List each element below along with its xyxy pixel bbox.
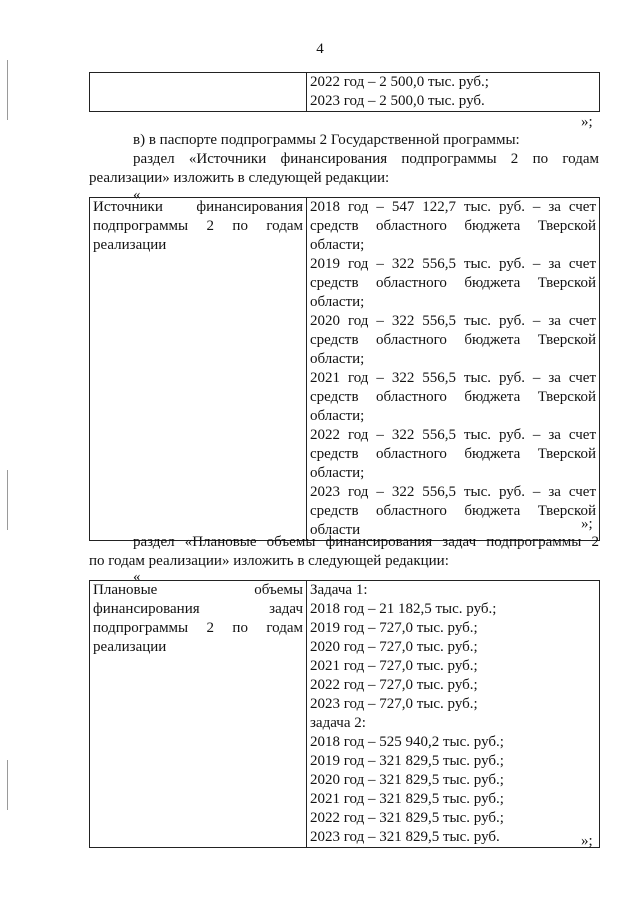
plan-line: 2020 год – 727,0 тыс. руб.; [310,639,478,655]
plan-label-line: подпрограммы 2 по годам [93,620,303,636]
sources-intro-line: раздел «Источники финансирования подпрограммы 2 по годам [133,151,599,167]
closing-quote: »; [581,516,593,532]
top-table-left-cell [90,73,307,112]
plan-value-cell [307,581,600,848]
plan-intro-line: раздел «Плановые объемы финансирования задач подпрограммы 2 [133,534,599,550]
plan-intro-line: по годам реализации» изложить в следующей редакции: [89,553,449,569]
plan-table [89,580,600,848]
sources-line: 2023 год – 322 556,5 тыс. руб. – за счет [310,484,596,500]
plan-label-line: реализации [93,639,167,655]
sources-label-line: Источники финансирования [93,199,303,215]
sources-label-line: подпрограммы 2 по годам [93,218,303,234]
plan-line: 2023 год – 727,0 тыс. руб.; [310,696,478,712]
table-row [90,198,600,541]
plan-line: 2019 год – 321 829,5 тыс. руб.; [310,753,504,769]
plan-line: 2019 год – 727,0 тыс. руб.; [310,620,478,636]
top-table-line: 2022 год – 2 500,0 тыс. руб.; [310,74,489,90]
sources-line: области; [310,351,365,367]
plan-line: 2021 год – 727,0 тыс. руб.; [310,658,478,674]
plan-label-cell [90,581,307,848]
plan-line: 2022 год – 321 829,5 тыс. руб.; [310,810,504,826]
scan-mark [7,60,8,120]
plan-line: 2020 год – 321 829,5 тыс. руб.; [310,772,504,788]
plan-line: 2018 год – 525 940,2 тыс. руб.; [310,734,504,750]
section-v-heading: в) в паспорте подпрограммы 2 Государственной программы: [133,132,520,148]
sources-line: средств областного бюджета Тверской [310,446,596,462]
sources-intro-line: реализации» изложить в следующей редакции: [89,170,390,186]
sources-line: 2018 год – 547 122,7 тыс. руб. – за счет [310,199,596,215]
top-table-line: 2023 год – 2 500,0 тыс. руб. [310,93,485,109]
table-row [90,73,600,112]
plan-line: 2018 год – 21 182,5 тыс. руб.; [310,601,497,617]
scan-mark [7,760,8,810]
opening-quote: « [133,569,141,585]
page-number: 4 [316,41,324,57]
sources-label-line: реализации [93,237,167,253]
sources-line: средств областного бюджета Тверской [310,503,596,519]
sources-line: средств областного бюджета Тверской [310,389,596,405]
top-table-right-cell [307,73,600,112]
sources-table [89,197,600,541]
sources-line: 2021 год – 322 556,5 тыс. руб. – за счет [310,370,596,386]
plan-line: Задача 1: [310,582,368,598]
plan-line: 2022 год – 727,0 тыс. руб.; [310,677,478,693]
top-table [89,72,600,112]
sources-line: области; [310,408,365,424]
closing-quote: »; [581,114,593,130]
plan-label-line: Плановые объемы [93,582,303,598]
opening-quote: « [133,187,141,203]
scan-mark [7,470,8,530]
plan-label-line: финансирования задач [93,601,303,617]
closing-quote: »; [581,833,593,849]
sources-line: средств областного бюджета Тверской [310,275,596,291]
sources-line: средств областного бюджета Тверской [310,218,596,234]
table-row [90,581,600,848]
plan-line: 2023 год – 321 829,5 тыс. руб. [310,829,500,845]
sources-line: области; [310,237,365,253]
sources-line: области; [310,294,365,310]
sources-label-cell [90,198,307,541]
sources-value-cell [307,198,600,541]
sources-line: 2019 год – 322 556,5 тыс. руб. – за счет [310,256,596,272]
sources-line: 2022 год – 322 556,5 тыс. руб. – за счет [310,427,596,443]
sources-line: 2020 год – 322 556,5 тыс. руб. – за счет [310,313,596,329]
sources-line: области; [310,465,365,481]
plan-line: 2021 год – 321 829,5 тыс. руб.; [310,791,504,807]
sources-line: области [310,522,361,538]
sources-line: средств областного бюджета Тверской [310,332,596,348]
plan-line: задача 2: [310,715,366,731]
